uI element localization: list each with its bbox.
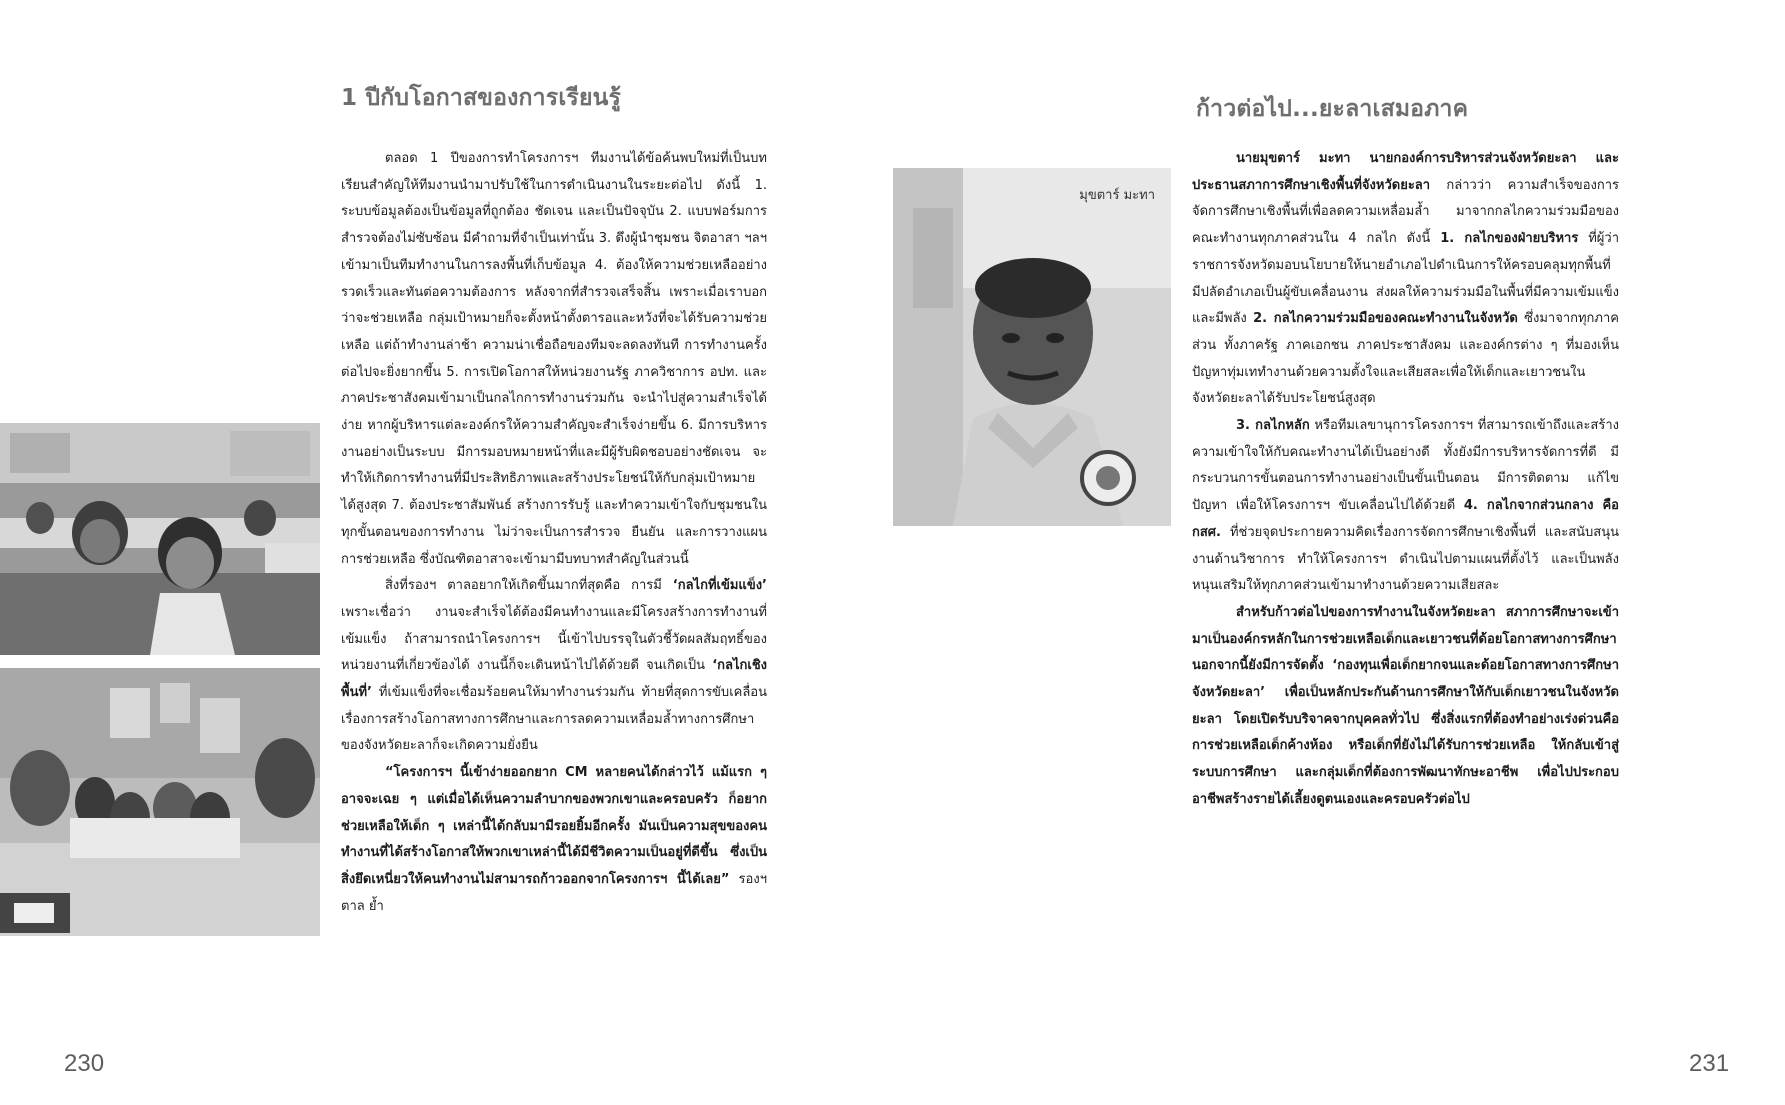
kindergarten-photo	[0, 668, 320, 936]
right-paragraph-1	[1192, 146, 1619, 413]
right-paragraph-2-text: หรือทีมเลขานุการโครงการฯ ที่สามารถเข้าถึงและสร้างความเข้าใจให้กับคณะทำงานได้เป็นอย่างดี ทั้งยังมีการบริหารจัดการที่ดี มีกระบวนการขั้นตอนการทำงานอย่างเป็นขั้นเป็นตอน มีการติดตาม แก้ไขปัญหา เพื่อให้โครงการฯ ขับเคลื่อนไปได้ด้วยดี	[1192, 418, 1619, 514]
left-page	[0, 0, 892, 1105]
left-body-text	[341, 146, 767, 920]
speaker-name: นายมุขตาร์ มะทา นายกองค์การบริหารส่วนจังหวัดยะลา และประธานสภาการศึกษาเชิงพื้นที่จังหวัดยะลา	[1192, 151, 1619, 193]
left-page-title: 1 ปีกับโอกาสของการเรียนรู้	[341, 85, 622, 111]
right-page-number: 231	[1689, 1050, 1730, 1077]
pull-quote: “โครงการฯ นี้เข้าง่ายออกยาก CM หลายคนได้กล่าวไว้ แม้แรก ๆ อาจจะเฉย ๆ แต่เมื่อได้เห็นความลำบากของพวกเขาและครอบครัว ก็อยากช่วยเหลือให้เด็ก ๆ เหล่านี้ได้กลับมามีรอยยิ้มอีกครั้ง มันเป็นความสุขของคนทำงานที่ได้สร้างโอกาสให้พวกเขาเหล่านี้ได้มีชีวิตความเป็นอยู่ที่ดีขึ้น ซึ่งเป็นสิ่งยึดเหนี่ยวให้คนทำงานไม่สามารถก้าวออกจากโครงการฯ นี้ได้เลย”	[341, 765, 767, 887]
right-paragraph-3	[1192, 600, 1619, 814]
left-paragraph-2-keyword-2: ‘กลไกเชิงพื้นที่’	[341, 658, 767, 701]
left-paragraph-2-keyword: ‘กลไกที่เข้มแข็ง’	[672, 578, 767, 594]
right-paragraph-2-text-2: ที่ช่วยจุดประกายความคิดเรื่องการจัดการศึกษาเชิงพื้นที่ และสนับสนุนงานด้านวิชาการ ทำให้โครงการฯ ดำเนินไปตามแผนที่ตั้งไว้ และเป็นพลังหนุนเสริมให้ทุกภาคส่วนเข้ามาทำงานด้วยความเสียสละ	[1192, 524, 1619, 594]
classroom-photo	[0, 423, 320, 655]
right-paragraph-1-text-3: ซึ่งมาจากทุกภาคส่วน ทั้งภาครัฐ ภาคเอกชน ภาคประชาสังคม และองค์กรต่าง ๆ ที่มองเห็นปัญหาทุ่มเททำงานด้วยความตั้งใจและเสียสละเพื่อให้เด็กและเยาวชนในจังหวัดยะลาได้รับประโยชน์สูงสุด	[1192, 311, 1619, 407]
mechanism-1-label: 1. กลไกของฝ่ายบริหาร	[1440, 231, 1579, 247]
left-quote-paragraph	[341, 760, 767, 920]
photo-caption: มุขตาร์ มะทา	[1079, 188, 1155, 203]
portrait-photo-image	[893, 168, 1171, 526]
left-page-number: 230	[64, 1050, 105, 1077]
left-paragraph-2	[341, 573, 767, 760]
mechanism-3-label: 3. กลไกหลัก	[1236, 418, 1310, 434]
right-body-text	[1192, 146, 1619, 814]
left-paragraph-1: ตลอด 1 ปีของการทำโครงการฯ ทีมงานได้ข้อค้นพบใหม่ที่เป็นบทเรียนสำคัญให้ทีมงานนำมาปรับใช้ในการดำเนินงานในระยะต่อไป ดังนี้ 1. ระบบข้อมูลต้องเป็นข้อมูลที่ถูกต้อง ชัดเจน และเป็นปัจจุบัน 2. แบบฟอร์มการสำรวจต้องไม่ซับซ้อน มีคำถามที่จำเป็นเท่านั้น 3. ดึงผู้นำชุมชน จิตอาสา ฯลฯ เข้ามาเป็นทีมทำงานในการลงพื้นที่เก็บข้อมูล 4. ต้องให้ความช่วยเหลืออย่างรวดเร็วและทันต่อความต้องการ หลังจากที่สำรวจเสร็จสิ้น เพราะเมื่อเราบอกว่าจะช่วยเหลือ กลุ่มเป้าหมายก็จะตั้งหน้าตั้งตารอและหวังที่จะได้รับความช่วยเหลือ แต่ถ้าทำงานล่าช้า ความน่าเชื่อถือของทีมจะลดลงทันที การทำงานครั้งต่อไปจะยิ่งยากขึ้น 5. การเปิดโอกาสให้หน่วยงานรัฐ ภาควิชาการ อปท. และภาคประชาสังคมเข้ามาเป็นกลไกการทำงานร่วมกัน จะนำไปสู่ความสำเร็จได้ง่าย หากผู้บริหารแต่ละองค์กรให้ความสำคัญจะสำเร็จง่ายขึ้น 6. มีการบริหารงานอย่างเป็นระบบ มีการมอบหมายหน้าที่และมีผู้รับผิดชอบอย่างชัดเจน จะทำให้เกิดการทำงานที่มีประสิทธิภาพและสร้างประโยชน์ให้กับกลุ่มเป้าหมายได้สูงสุด 7. ต้องประชาสัมพันธ์ สร้างการรับรู้ และทำความเข้าใจกับชุมชนในทุกขั้นตอนของการทำงาน ไม่ว่าจะเป็นการสำรวจ ยืนยัน และการวางแผนการช่วยเหลือ ซึ่งบัณฑิตอาสาจะเข้ามามีบทบาทสำคัญในส่วนนี้	[341, 151, 767, 567]
kindergarten-photo-image	[0, 668, 320, 936]
classroom-photo-image	[0, 423, 320, 655]
right-page	[893, 0, 1785, 1105]
portrait-photo	[893, 168, 1171, 526]
right-paragraph-1-text: กล่าวว่า ความสำเร็จของการจัดการศึกษาเชิงพื้นที่เพื่อลดความเหลื่อมล้ำ มาจากกลไกความร่วมมือของคณะทำงานทุกภาคส่วนใน 4 กลไก ดังนี้	[1192, 177, 1619, 247]
right-paragraph-1-text-2: ที่ผู้ว่าราชการจังหวัดมอบนโยบายให้นายอำเภอไปดำเนินการให้ครอบคลุมทุกพื้นที่ มีปลัดอำเภอเป็นผู้ขับเคลื่อนงาน ส่งผลให้ความร่วมมือในพื้นที่มีความเข้มแข็งและมีพลัง	[1192, 231, 1619, 327]
left-paragraph-2-tail: ที่เข้มแข็งที่จะเชื่อมร้อยคนให้มาทำงานร่วมกัน ท้ายที่สุดการขับเคลื่อนเรื่องการสร้างโอกาสทางการศึกษาและการลดความเหลื่อมล้ำทางการศึกษาของจังหวัดยะลาก็จะเกิดความยั่งยืน	[341, 685, 767, 754]
left-paragraph-2-lead: สิ่งที่รองฯ ตาลอยากให้เกิดขึ้นมากที่สุดคือ การมี	[385, 578, 673, 594]
mechanism-2-label: 2. กลไกความร่วมมือของคณะทำงานในจังหวัด	[1253, 311, 1518, 327]
next-steps-text: สำหรับก้าวต่อไปของการทำงานในจังหวัดยะลา สภาการศึกษาจะเข้ามาเป็นองค์กรหลักในการช่วยเหลือเด็กและเยาวชนที่ด้อยโอกาสทางการศึกษา นอกจากนี้ยังมีการจัดตั้ง ‘กองทุนเพื่อเด็กยากจนและด้อยโอกาสทางการศึกษา จังหวัดยะลา’ เพื่อเป็นหลักประกันด้านการศึกษาให้กับเด็กเยาวชนในจังหวัดยะลา โดยเปิดรับบริจาคจากบุคคลทั่วไป ซึ่งสิ่งแรกที่ต้องทำอย่างเร่งด่วนคือ การช่วยเหลือเด็กค้างห้อง หรือเด็กที่ยังไม่ได้รับการช่วยเหลือ ให้กลับเข้าสู่ระบบการศึกษา และกลุ่มเด็กที่ต้องการพัฒนาทักษะอาชีพ เพื่อไปประกอบอาชีพสร้างรายได้เลี้ยงดูตนเองและครอบครัวต่อไป	[1192, 604, 1619, 807]
right-page-title: ก้าวต่อไป...ยะลาเสมอภาค	[1196, 96, 1469, 122]
quote-attribution: รองฯ ตาล ย้ำ	[341, 871, 767, 914]
right-paragraph-2	[1192, 413, 1619, 600]
mechanism-4-label: 4. กลไกจากส่วนกลาง คือ กสศ.	[1192, 498, 1619, 540]
left-paragraph-2-mid: เพราะเชื่อว่า งานจะสำเร็จได้ต้องมีคนทำงานและมีโครงสร้างการทำงานที่เข้มแข็ง ถ้าสามารถนำโครงการฯ นี้เข้าไปบรรจุในตัวชี้วัดผลสัมฤทธิ์ของหน่วยงานที่เกี่ยวข้องได้ งานนี้ก็จะเดินหน้าไปได้ด้วยดี จนเกิดเป็น	[341, 604, 767, 674]
